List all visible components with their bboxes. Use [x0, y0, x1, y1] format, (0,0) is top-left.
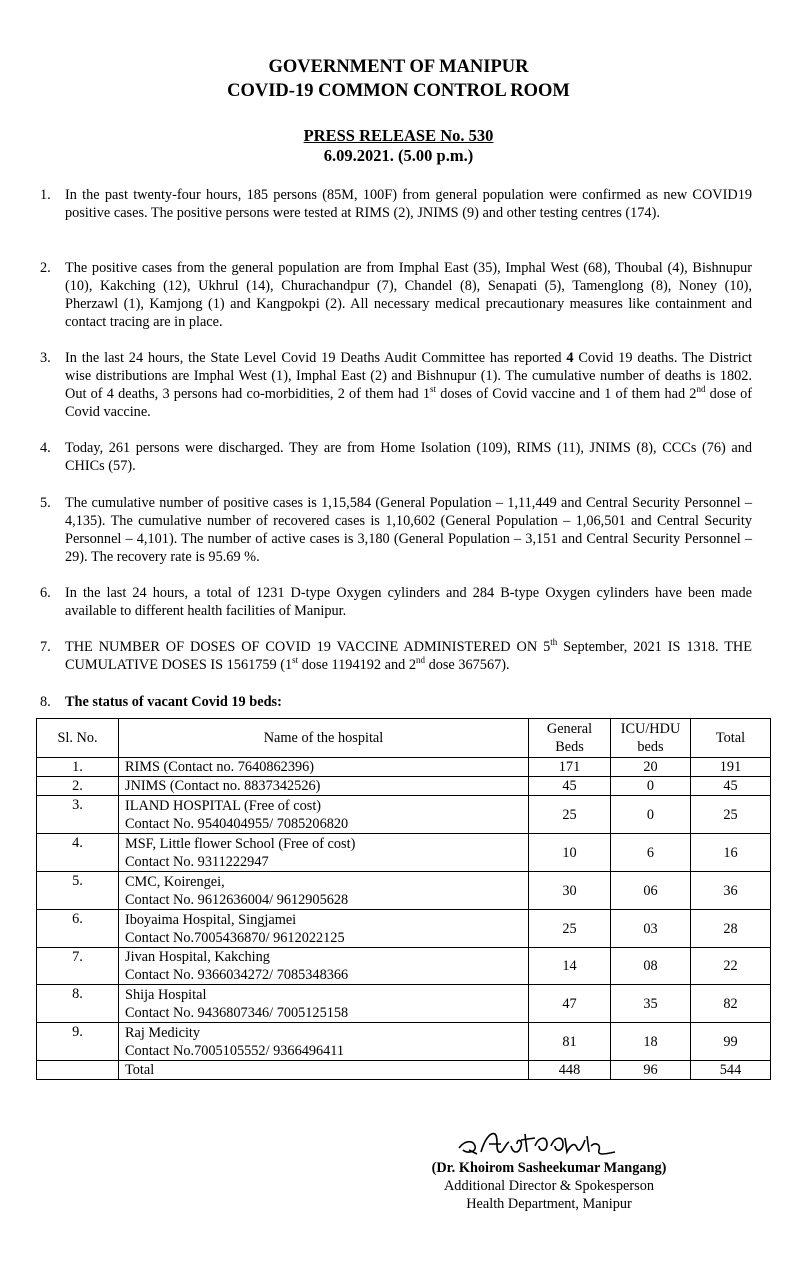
item-text-part: dose 367567). — [425, 657, 510, 673]
hospital-contact: Contact No. 9366034272/ 7085348366 — [125, 967, 349, 983]
ordinal-suffix: st — [429, 384, 436, 395]
cell-sl-no: 8. — [37, 985, 119, 1023]
hospital-contact: Contact No.7005436870/ 9612022125 — [125, 929, 345, 946]
item-number: 6. — [40, 585, 51, 601]
cell-grand-total: 544 — [691, 1061, 771, 1080]
col-header-total: Total — [691, 719, 771, 758]
press-release-number: PRESS RELEASE No. 530 — [303, 126, 494, 145]
table-row — [37, 948, 771, 985]
table-row — [37, 910, 771, 948]
cell-hospital — [119, 834, 529, 872]
item-text-part: In the last 24 hours, the State Level Covid 19 Deaths Audit Committee has reported — [65, 350, 567, 366]
header-line: Beds — [555, 739, 584, 755]
list-item — [40, 638, 752, 674]
col-header-general-beds — [529, 719, 611, 758]
cell-hospital — [119, 872, 529, 910]
hospital-name: Raj Medicity — [125, 1024, 201, 1041]
item-text: In the last 24 hours, a total of 1231 D-type Oxygen cylinders and 284 B-type Oxygen cylinders have been made available to different health facilities of Manipur. — [65, 585, 752, 619]
cell-icu-beds: 0 — [611, 777, 691, 796]
signatory-designation: Additional Director & Spokesperson — [443, 1178, 655, 1194]
cell-total: 99 — [691, 1023, 771, 1061]
item-text-part: dose of Covid vaccine. — [65, 386, 753, 420]
cell-sl-no: 2. — [37, 777, 119, 796]
cell-general-beds: 81 — [529, 1023, 611, 1061]
cell-icu-beds: 03 — [611, 910, 691, 948]
cell-sl-no: 7. — [37, 948, 119, 985]
cell-icu-beds: 35 — [611, 985, 691, 1023]
cell-icu-beds: 08 — [611, 948, 691, 985]
item-text-part: Covid 19 deaths. The District wise distributions are Imphal West (1), Imphal East (2) and Bishnupur (1). The cumulative number of deaths is 1802. Out of 4 deaths, 3 persons had co-morbidities, 2 of them had 1 — [65, 350, 753, 402]
table-total-row — [37, 1061, 771, 1080]
press-release-date: 6.09.2021. (5.00 p.m.) — [323, 146, 474, 165]
item-number: 2. — [40, 260, 51, 276]
hospital-name: Jivan Hospital, Kakching — [125, 949, 270, 965]
signatory-department: Health Department, Manipur — [466, 1196, 632, 1212]
ordinal-suffix: st — [292, 655, 299, 666]
hospital-name: CMC, Koirengei, — [125, 873, 225, 890]
cell-hospital — [119, 910, 529, 948]
item-text-part: THE NUMBER OF DOSES OF COVID 19 VACCINE ADMINISTERED ON 5 — [65, 639, 551, 655]
cell-icu-beds: 20 — [611, 758, 691, 777]
handwritten-signature — [455, 1126, 625, 1160]
cell-total: 36 — [691, 872, 771, 910]
header-control-room: COVID-19 COMMON CONTROL ROOM — [227, 81, 570, 101]
cell-icu-beds: 6 — [611, 834, 691, 872]
signatory-name: (Dr. Khoirom Sasheekumar Mangang) — [431, 1160, 667, 1176]
hospital-name: ILAND HOSPITAL (Free of cost) — [125, 797, 322, 814]
ordinal-suffix: nd — [416, 655, 425, 666]
cell-total: 82 — [691, 985, 771, 1023]
col-header-hospital: Name of the hospital — [119, 719, 529, 758]
cell-hospital: RIMS (Contact no. 7640862396) — [119, 758, 529, 777]
list-item — [40, 494, 752, 566]
cell-sl-no: 6. — [37, 910, 119, 948]
cell-total-label: Total — [119, 1061, 529, 1080]
ordinal-suffix: nd — [696, 384, 706, 395]
item-text-part: doses of Covid vaccine and 1 of them had 2 — [436, 386, 697, 402]
ordinal-suffix: th — [550, 637, 558, 648]
list-item — [40, 439, 752, 475]
cell-icu-beds: 06 — [611, 872, 691, 910]
cell-general-beds-total: 448 — [529, 1061, 611, 1080]
table-row — [37, 777, 771, 796]
cell-hospital — [119, 985, 529, 1023]
list-item — [40, 349, 752, 421]
item-number: 7. — [40, 639, 51, 655]
hospital-contact: Contact No. 9436807346/ 7005125158 — [125, 1004, 349, 1021]
cell-total: 25 — [691, 796, 771, 834]
col-header-icu-beds — [611, 719, 691, 758]
cell-general-beds: 10 — [529, 834, 611, 872]
cell-sl-no: 1. — [37, 758, 119, 777]
hospital-name: MSF, Little flower School (Free of cost) — [125, 835, 356, 852]
hospital-name: Iboyaima Hospital, Singjamei — [125, 911, 297, 928]
hospital-name: Shija Hospital — [125, 986, 207, 1003]
hospital-contact: Contact No.7005105552/ 9366496411 — [125, 1042, 345, 1059]
header-government: GOVERNMENT OF MANIPUR — [268, 57, 529, 77]
cell-total: 22 — [691, 948, 771, 985]
item-number: 5. — [40, 495, 51, 511]
item-text-part: dose 1194192 and 2 — [298, 657, 416, 673]
hospital-contact: Contact No. 9540404955/ 7085206820 — [125, 815, 349, 832]
table-row — [37, 796, 771, 834]
item-text: The status of vacant Covid 19 beds: — [65, 694, 282, 710]
deaths-count: 4 — [566, 350, 574, 366]
item-number: 3. — [40, 350, 51, 366]
header-line: ICU/HDU — [620, 721, 681, 737]
list-item — [40, 584, 752, 620]
item-text-part: September, 2021 IS 1318. THE CUMULATIVE DOSES IS 1561759 (1 — [65, 639, 752, 673]
hospital-contact: Contact No. 9612636004/ 9612905628 — [125, 891, 349, 908]
header-line: beds — [637, 739, 664, 755]
cell-sl-no: 3. — [37, 796, 119, 834]
cell-general-beds: 14 — [529, 948, 611, 985]
item-number: 8. — [40, 694, 51, 710]
item-text: Today, 261 persons were discharged. They are from Home Isolation (109), RIMS (11), JNIMS (8), CCCs (76) and CHICs (57). — [65, 440, 752, 474]
cell-general-beds: 25 — [529, 796, 611, 834]
table-row — [37, 985, 771, 1023]
cell-general-beds: 45 — [529, 777, 611, 796]
cell-icu-beds: 18 — [611, 1023, 691, 1061]
cell-general-beds: 171 — [529, 758, 611, 777]
item-number: 1. — [40, 187, 51, 203]
cell-total: 16 — [691, 834, 771, 872]
item-text — [65, 638, 752, 674]
cell-general-beds: 30 — [529, 872, 611, 910]
item-text: The positive cases from the general population are from Imphal East (35), Imphal West (68), Thoubal (4), Bishnupur (10), Kakching (12), Ukhrul (14), Churachandpur (7), Chandel (8), Senapati (5), Tamenglong (8), Noney (10), Pherzawl (1), Kamjong (1) and Kangpokpi (2). All necessary medical precautionary measures like containment and contact tracing are in place. — [65, 260, 752, 330]
cell-hospital — [119, 1023, 529, 1061]
list-item — [40, 259, 752, 331]
cell-sl-no: 5. — [37, 872, 119, 910]
table-row — [37, 1023, 771, 1061]
cell-hospital — [119, 948, 529, 985]
cell-total: 191 — [691, 758, 771, 777]
cell-total: 45 — [691, 777, 771, 796]
table-header-row — [37, 719, 771, 758]
cell-sl-no: 4. — [37, 834, 119, 872]
cell-sl-no: 9. — [37, 1023, 119, 1061]
list-item — [40, 693, 752, 711]
hospital-contact: Contact No. 9311222947 — [125, 853, 269, 870]
col-header-sl-no: Sl. No. — [37, 719, 119, 758]
cell-icu-beds: 0 — [611, 796, 691, 834]
cell-sl-no — [37, 1061, 119, 1080]
cell-general-beds: 47 — [529, 985, 611, 1023]
table-row — [37, 872, 771, 910]
cell-hospital: JNIMS (Contact no. 8837342526) — [119, 777, 529, 796]
item-text: The cumulative number of positive cases is 1,15,584 (General Population – 1,11,449 and Central Security Personnel – 4,135). The cumulative number of recovered cases is 1,10,602 (General Population – 1,06,501 and Central Security Personnel – 4,101). The number of active cases is 3,180 (General Population – 3,151 and Central Security Personnel – 29). The recovery rate is 95.69 %. — [65, 495, 752, 565]
header-line: General — [546, 721, 593, 737]
item-text — [65, 349, 752, 421]
table-row — [37, 758, 771, 777]
table-row — [37, 834, 771, 872]
vacant-beds-table — [36, 718, 771, 1080]
item-text: In the past twenty-four hours, 185 persons (85M, 100F) from general population were confirmed as new COVID19 positive cases. The positive persons were tested at RIMS (2), JNIMS (9) and other testing centres (174). — [65, 187, 752, 221]
cell-general-beds: 25 — [529, 910, 611, 948]
list-item — [40, 186, 752, 222]
cell-total: 28 — [691, 910, 771, 948]
cell-icu-beds-total: 96 — [611, 1061, 691, 1080]
cell-hospital — [119, 796, 529, 834]
item-number: 4. — [40, 440, 51, 456]
